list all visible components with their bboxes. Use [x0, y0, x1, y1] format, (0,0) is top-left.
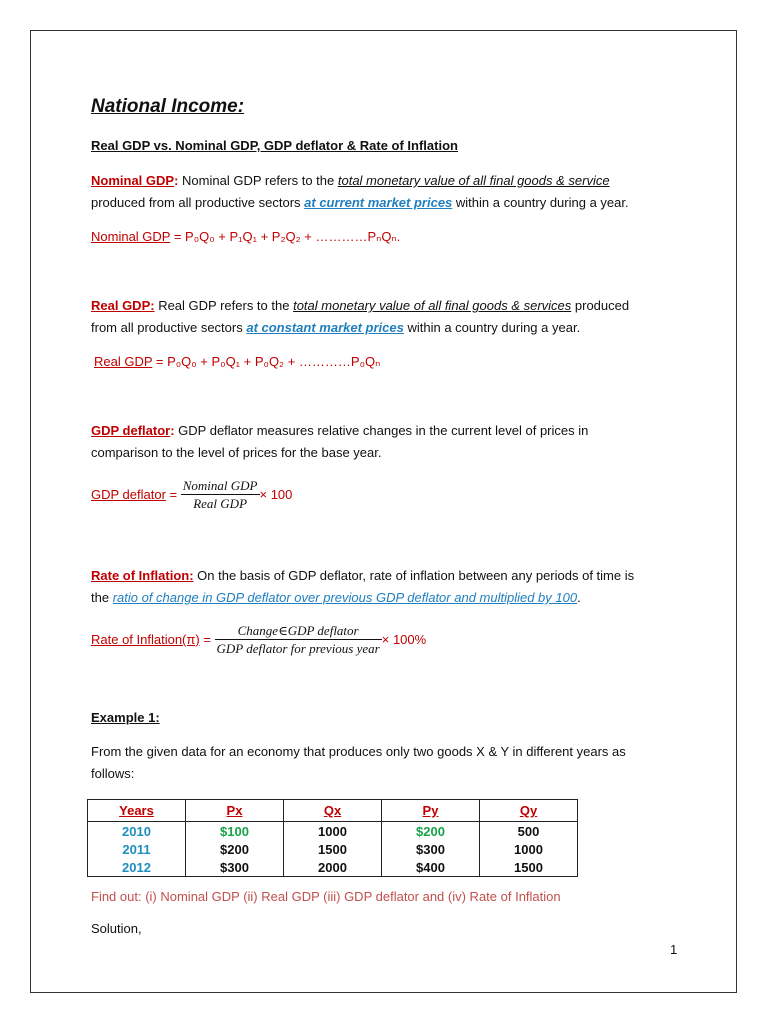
gdp-deflator-text-2: comparison to the level of prices for the base year.	[91, 445, 382, 460]
example-heading: Example 1:	[91, 710, 160, 725]
real-gdp-formula-expression: = P₀Q₀ + P₀Q₁ + P₀Q₂ + …………P₀Qₙ	[152, 354, 381, 369]
table-row	[88, 822, 578, 841]
section-subtitle: Real GDP vs. Nominal GDP, GDP deflator & Rate of Inflation	[91, 138, 458, 153]
inflation-text-2a: the	[91, 590, 113, 605]
inflation-formula-label: Rate of Inflation(π)	[91, 632, 200, 647]
gdp-deflator-definition	[91, 420, 691, 464]
real-gdp-text-3: within a country during a year.	[403, 320, 581, 335]
header-px: Px	[186, 800, 284, 822]
example-text-1: From the given data for an economy that produces only two goods X & Y in different years as	[91, 744, 626, 759]
real-gdp-formula-label: Real GDP	[94, 354, 153, 369]
cell-py: $200	[382, 822, 480, 841]
inflation-equals: =	[199, 632, 215, 647]
inflation-text-2b: .	[577, 590, 581, 605]
cell-py: $400	[382, 858, 480, 877]
example-description	[91, 741, 691, 785]
real-gdp-formula	[94, 351, 694, 373]
real-gdp-emphasis: total monetary value of all final goods & services	[293, 298, 572, 313]
inflation-ratio-description: ratio of change in GDP deflator over previous GDP deflator and multiplied by 100	[112, 590, 578, 605]
inflation-definition	[91, 565, 691, 609]
inflation-fraction	[215, 622, 382, 657]
real-gdp-term: Real GDP:	[91, 298, 155, 313]
cell-px: $100	[186, 822, 284, 841]
nominal-gdp-formula-label: Nominal GDP	[91, 229, 171, 244]
cell-px: $300	[186, 858, 284, 877]
real-gdp-text-1b: produced	[571, 298, 630, 313]
nominal-gdp-emphasis: total monetary value of all final goods & service	[337, 173, 610, 188]
cell-year: 2011	[88, 840, 186, 858]
inflation-text-1: On the basis of GDP deflator, rate of inflation between any periods of time is	[193, 568, 635, 583]
gdp-deflator-equals: =	[165, 487, 181, 502]
inflation-denominator: GDP deflator for previous year	[216, 641, 380, 656]
inflation-multiplier: × 100%	[381, 632, 427, 647]
gdp-deflator-text-1: GDP deflator measures relative changes in the current level of prices in	[174, 423, 589, 438]
nominal-gdp-colon: :	[174, 173, 179, 188]
table-header-row	[88, 800, 578, 822]
table-row	[88, 840, 578, 858]
nominal-gdp-formula-expression: = P₀Q₀ + P₁Q₁ + P₂Q₂ + …………PₙQₙ.	[170, 229, 401, 244]
gdp-deflator-term: GDP deflator	[91, 423, 171, 438]
table-row	[88, 858, 578, 877]
gdp-deflator-fraction	[181, 477, 260, 512]
cell-qx: 1500	[284, 840, 382, 858]
gdp-deflator-formula-label: GDP deflator	[91, 487, 166, 502]
cell-qy: 500	[480, 822, 578, 841]
cell-px: $200	[186, 840, 284, 858]
page-number: 1	[670, 942, 678, 957]
nominal-gdp-formula	[91, 226, 691, 248]
header-years: Years	[88, 800, 186, 822]
real-gdp-text-2: from all productive sectors	[91, 320, 247, 335]
cell-qx: 1000	[284, 822, 382, 841]
real-gdp-constant-prices: at constant market prices	[246, 320, 404, 335]
gdp-deflator-colon: :	[170, 423, 175, 438]
nominal-gdp-text-1: Nominal GDP refers to the	[178, 173, 338, 188]
cell-year: 2010	[88, 822, 186, 841]
inflation-formula	[91, 622, 426, 657]
inflation-term: Rate of Inflation:	[91, 568, 194, 583]
nominal-gdp-text-2: produced from all productive sectors	[91, 195, 305, 210]
cell-py: $300	[382, 840, 480, 858]
header-py: Py	[382, 800, 480, 822]
real-gdp-definition	[91, 295, 691, 339]
find-out-text: Find out: (i) Nominal GDP (ii) Real GDP (iii) GDP deflator and (iv) Rate of Inflation	[91, 889, 561, 904]
gdp-deflator-multiplier: × 100	[259, 487, 293, 502]
nominal-gdp-term: Nominal GDP	[91, 173, 175, 188]
data-table	[87, 799, 578, 877]
cell-qx: 2000	[284, 858, 382, 877]
cell-year: 2012	[88, 858, 186, 877]
solution-text: Solution,	[91, 921, 142, 936]
header-qx: Qx	[284, 800, 382, 822]
page-title: National Income:	[91, 96, 245, 117]
nominal-gdp-definition	[91, 170, 691, 214]
example-text-2: follows:	[91, 766, 135, 781]
cell-qy: 1500	[480, 858, 578, 877]
inflation-numerator: Change∈GDP deflator	[237, 623, 359, 638]
gdp-deflator-denominator: Real GDP	[181, 494, 260, 512]
real-gdp-text-1: Real GDP refers to the	[154, 298, 294, 313]
header-qy: Qy	[480, 800, 578, 822]
cell-qy: 1000	[480, 840, 578, 858]
gdp-deflator-numerator: Nominal GDP	[182, 478, 258, 493]
nominal-gdp-current-prices: at current market prices	[304, 195, 453, 210]
gdp-deflator-formula	[91, 477, 292, 512]
nominal-gdp-text-3: within a country during a year.	[452, 195, 629, 210]
